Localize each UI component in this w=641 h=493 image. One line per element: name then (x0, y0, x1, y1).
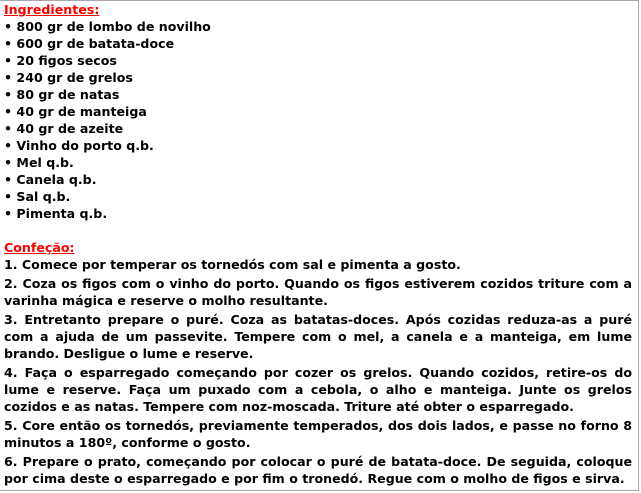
ingredient-item: • 800 gr de lombo de novilho (4, 19, 211, 34)
preparation-step: 3. Entretanto prepare o puré. Coza as batatas-doces. Após cozidas reduza-as a puré com a ajuda de um passevite. Tempere com o mel, a canela e a manteiga, em lume brando. Desligue o lume e reserve. (4, 312, 632, 361)
ingredient-item: • 40 gr de azeite (4, 121, 124, 136)
preparation-step: 4. Faça o esparregado começando por cozer os grelos. Quando cozidos, retire-os do lume e reserve. Faça um puxado com a cebola, o alho e manteiga. Junte os grelos cozidos e as natas. Tempere com noz-moscada. Triture até obter o esparregado. (4, 365, 632, 414)
preparation-step: 1. Comece por temperar os tornedós com sal e pimenta a gosto. (4, 257, 461, 272)
ingredient-item: • Vinho do porto q.b. (4, 138, 154, 153)
ingredient-item: • 20 figos secos (4, 53, 117, 68)
ingredient-item: • Mel q.b. (4, 155, 74, 170)
preparation-step: 5. Core então os tornedós, previamente temperados, dos dois lados, e passe no forno 8 minutos a 180º, conforme o gosto. (4, 418, 632, 450)
ingredient-item: • Canela q.b. (4, 172, 97, 187)
preparation-heading: Confeção: (4, 240, 75, 255)
preparation-step: 2. Coza os figos com o vinho do porto. Quando os figos estiverem cozidos triture com a varinha mágica e reserve o molho resultante. (4, 276, 632, 308)
ingredients-heading: Ingredientes: (4, 2, 100, 17)
ingredients-list (4, 18, 632, 222)
section-spacer (4, 222, 632, 239)
ingredient-item: • 40 gr de manteiga (4, 104, 147, 119)
ingredient-item: • 80 gr de natas (4, 87, 120, 102)
preparation-step: 6. Prepare o prato, começando por colocar o puré de batata-doce. De seguida, coloque por cima deste o esparregado e por fim o tronedó. Regue com o molho de figos e sirva. (4, 454, 632, 486)
ingredient-item: • Sal q.b. (4, 189, 71, 204)
ingredient-item: • 600 gr de batata-doce (4, 36, 175, 51)
ingredient-item: • 240 gr de grelos (4, 70, 133, 85)
ingredient-item: • Pimenta q.b. (4, 206, 108, 221)
preparation-steps (4, 256, 632, 487)
